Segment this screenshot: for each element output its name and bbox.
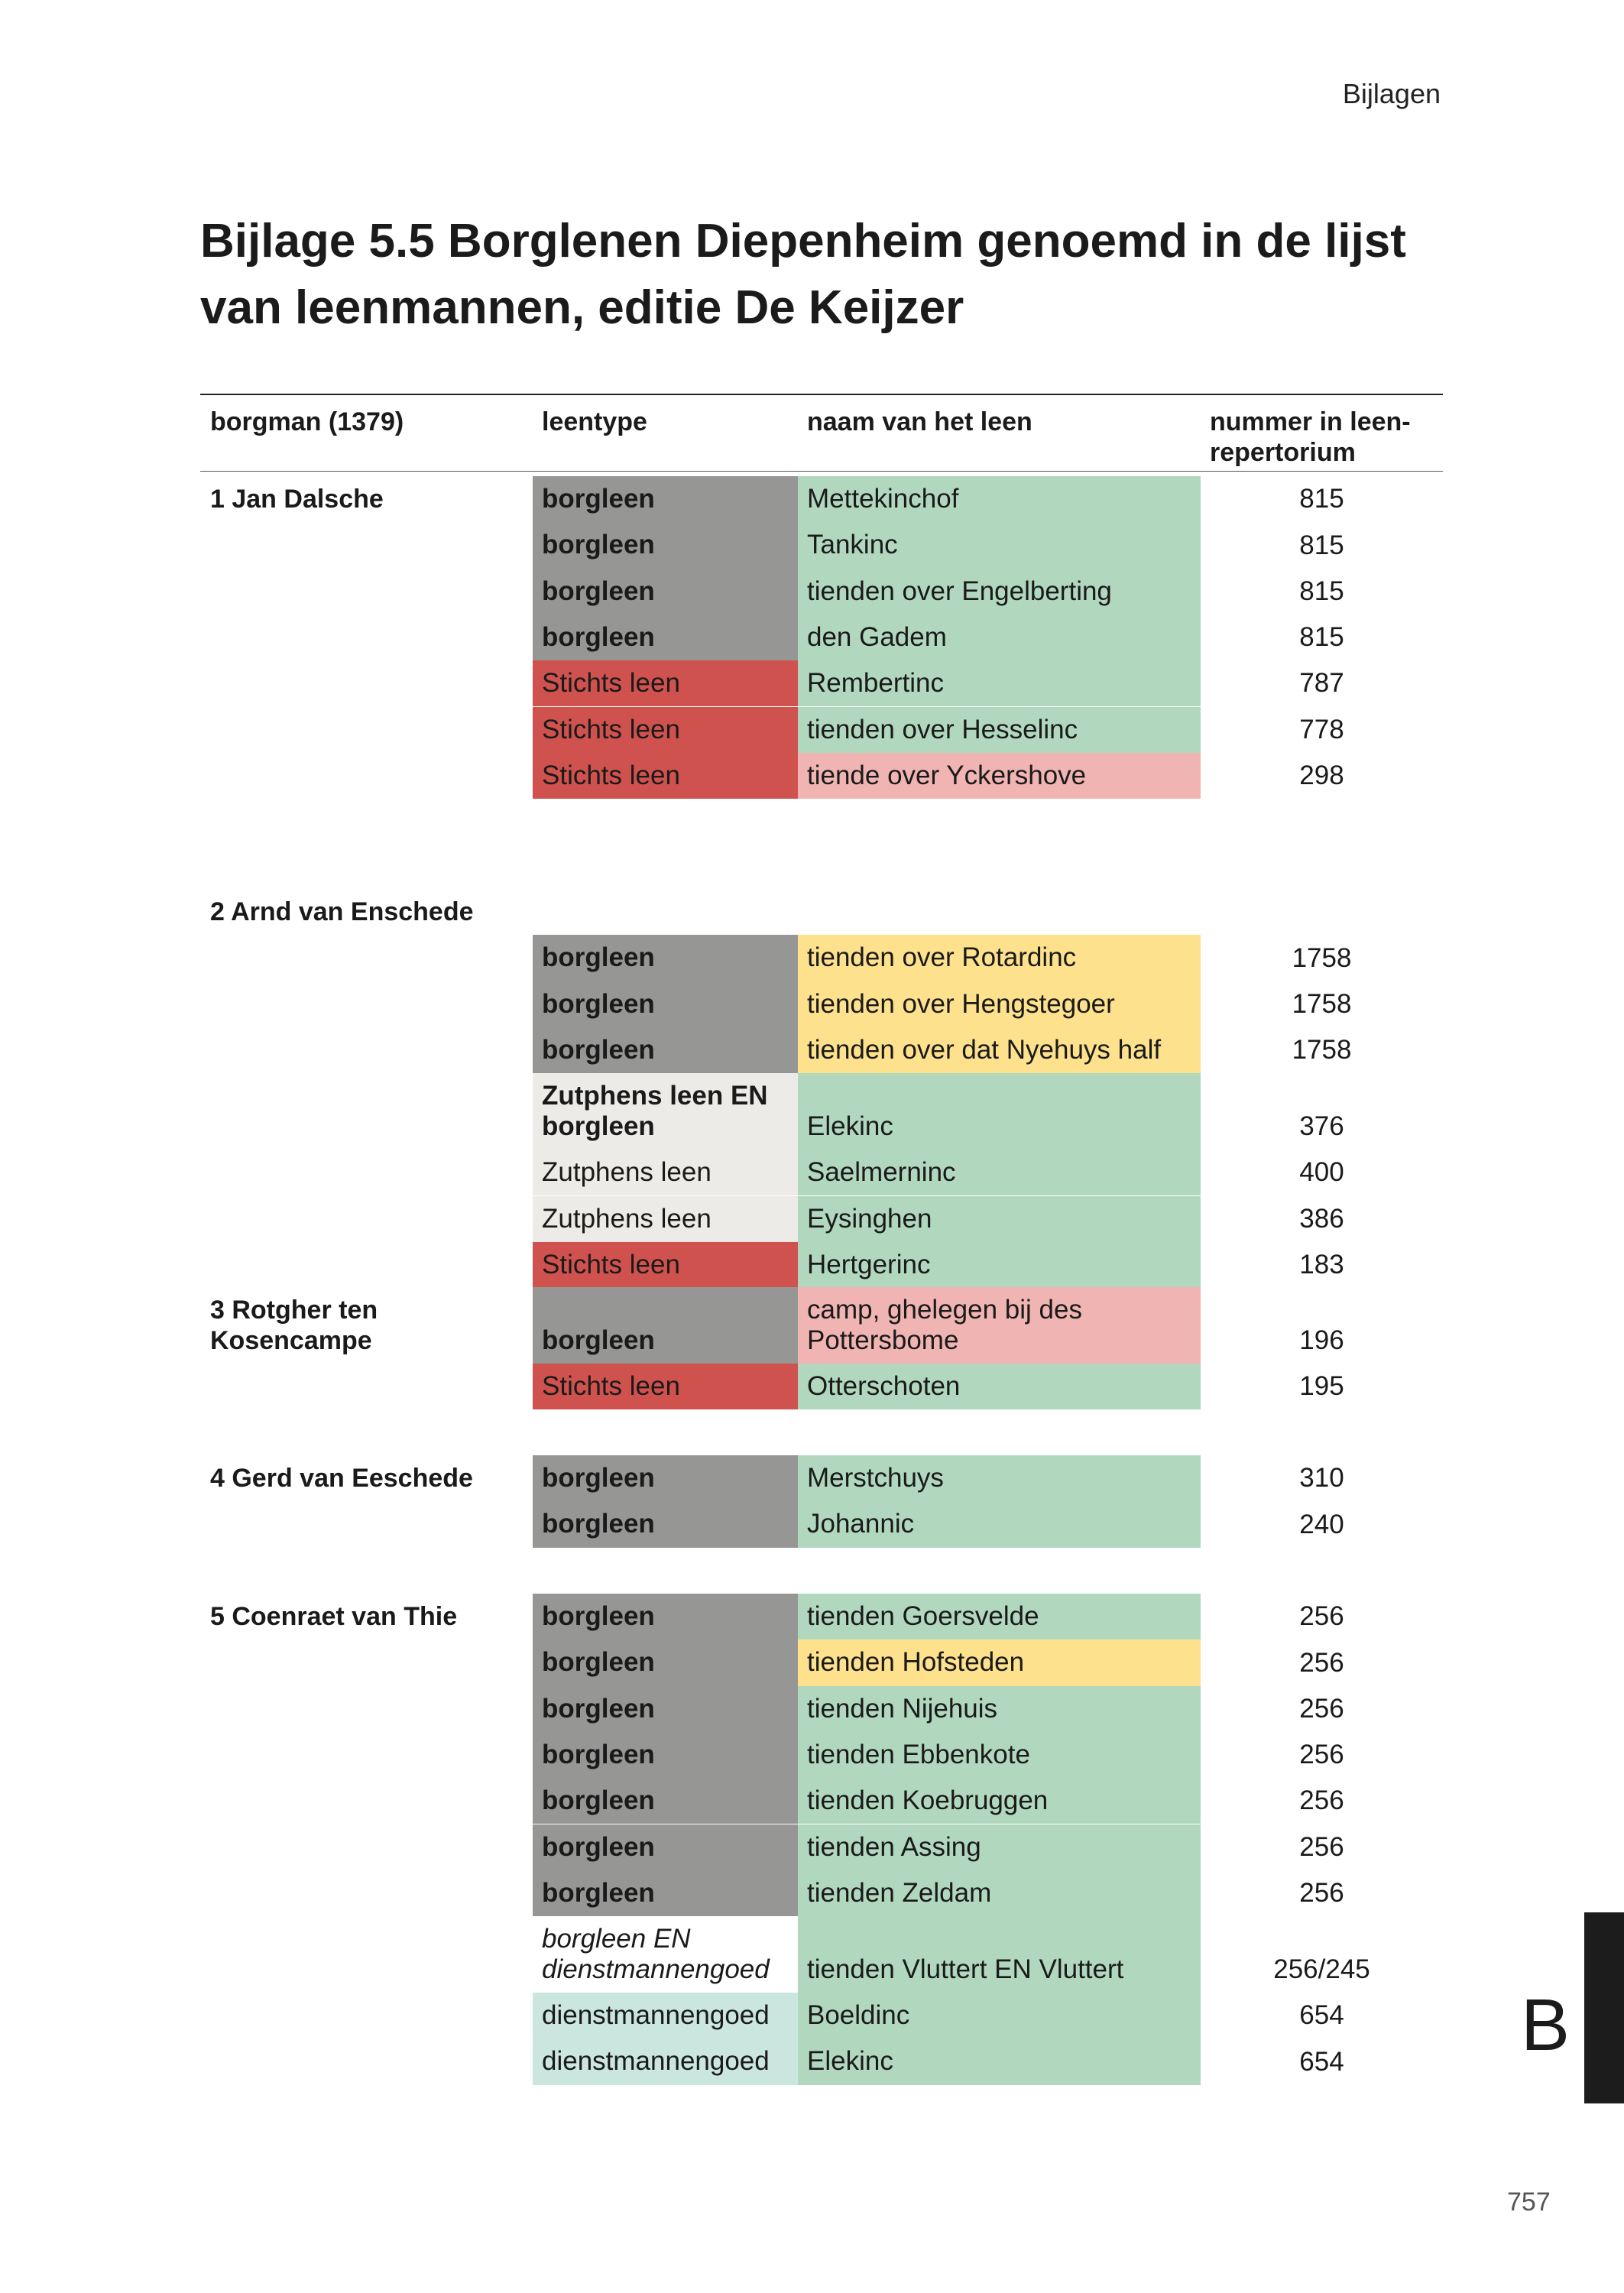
nummer-cell: 654	[1299, 2046, 1344, 2077]
leen-name: den Gadem	[807, 621, 947, 652]
leentype-label: Stichts leen	[542, 714, 680, 744]
nummer-cell: 1758	[1292, 988, 1352, 1019]
leentype-cell	[533, 476, 798, 522]
leentype-label: borgleen	[542, 484, 655, 514]
table-row	[0, 2038, 1624, 2084]
leentype-cell	[533, 707, 798, 753]
leen-name: tienden Assing	[807, 1831, 981, 1862]
nummer-cell: 240	[1299, 1509, 1344, 1539]
leen-name-cell	[798, 1196, 1201, 1242]
leentype-line1: Zutphens leen EN	[542, 1081, 768, 1111]
leentype-label: Stichts leen	[542, 1371, 680, 1401]
leen-name-cell	[798, 522, 1201, 568]
leentype-label: borgleen	[542, 1785, 655, 1816]
nummer-cell: 183	[1299, 1250, 1344, 1280]
leen-name: Eysinghen	[807, 1203, 932, 1234]
leen-name: tienden Nijehuis	[807, 1693, 998, 1724]
leen-name-cell	[798, 1594, 1201, 1639]
leentype-cell	[533, 1364, 798, 1409]
table-header-rule	[200, 471, 1443, 472]
leen-name: tienden Koebruggen	[807, 1785, 1049, 1816]
leen-name-cell	[798, 1287, 1201, 1364]
nummer-cell: 400	[1299, 1157, 1344, 1188]
leentype-cell	[533, 1778, 798, 1824]
leen-name: Johannic	[807, 1509, 915, 1539]
leentype-cell	[533, 1594, 798, 1639]
table-row	[0, 1639, 1624, 1685]
nummer-cell: 778	[1299, 714, 1344, 744]
table-row	[0, 753, 1624, 799]
leentype-line1: borgleen EN	[542, 1924, 691, 1954]
leen-name: tienden Hofsteden	[807, 1647, 1025, 1678]
nummer-cell: 815	[1299, 622, 1344, 653]
leen-name: tienden Ebbenkote	[807, 1739, 1030, 1769]
nummer-cell: 815	[1299, 530, 1344, 560]
leentype-label: borgleen	[542, 988, 655, 1019]
leentype-cell	[533, 1639, 798, 1685]
table-row	[0, 1501, 1624, 1547]
leentype-label: borgleen	[542, 1693, 655, 1724]
table-row	[0, 1150, 1624, 1195]
leen-name: Otterschoten	[807, 1371, 961, 1401]
leen-name-cell	[798, 615, 1201, 660]
borgman-name: 5 Coenraet van Thie	[210, 1602, 458, 1631]
page-number: 757	[1507, 2188, 1551, 2217]
header-naam: naam van het leen	[807, 407, 1032, 436]
leen-name: Pottersbome	[807, 1325, 959, 1355]
table-row	[0, 1455, 1624, 1501]
leentype-label: dienstmannengoed	[542, 1954, 770, 1985]
table-row	[0, 1824, 1624, 1870]
nummer-cell: 376	[1299, 1111, 1344, 1142]
leentype-cell	[533, 981, 798, 1027]
leentype-cell	[533, 1287, 798, 1364]
leentype-label: borgleen	[542, 1739, 655, 1769]
leen-name-cell	[798, 1778, 1201, 1824]
leentype-label: Zutphens leen	[542, 1203, 712, 1234]
leen-name-cell	[798, 1150, 1201, 1195]
nummer-cell: 1758	[1292, 1035, 1352, 1065]
leentype-cell	[533, 1870, 798, 1916]
leen-name-cell	[798, 981, 1201, 1027]
leen-name-cell	[798, 1364, 1201, 1409]
leentype-label: borgleen	[542, 942, 655, 973]
leen-name-cell	[798, 707, 1201, 753]
table-row	[0, 1196, 1624, 1242]
leen-name: tienden Goersvelde	[807, 1601, 1039, 1631]
leentype-cell	[533, 615, 798, 660]
table-row	[0, 569, 1624, 615]
leen-name-cell	[798, 935, 1201, 981]
nummer-cell: 298	[1299, 761, 1344, 791]
leentype-label: borgleen	[542, 1601, 655, 1631]
leentype-cell	[533, 1993, 798, 2038]
leen-name-cell	[798, 1639, 1201, 1685]
leen-name: Boeldinc	[807, 2000, 910, 2031]
table-row	[0, 1778, 1624, 1824]
leentype-label: borgleen	[542, 1111, 655, 1142]
leen-name-cell	[798, 1686, 1201, 1732]
leentype-cell	[533, 660, 798, 706]
borgman-name: 1 Jan Dalsche	[210, 485, 384, 514]
table-row	[0, 1242, 1624, 1288]
leentype-label: borgleen	[542, 530, 655, 560]
table-row	[0, 707, 1624, 753]
borgman-name: 4 Gerd van Eeschede	[210, 1464, 473, 1493]
leen-name: Saelmerninc	[807, 1157, 956, 1188]
page-title: Bijlage 5.5 Borglenen Diepenheim genoemd in de lijst van leenmannen, editie De Keijzer	[200, 215, 1406, 334]
leentype-cell	[533, 1242, 798, 1288]
nummer-cell: 256	[1299, 1785, 1344, 1816]
leen-name-cell	[798, 1027, 1201, 1073]
leen-name: tienden over dat Nyehuys half	[807, 1034, 1162, 1065]
nummer-cell: 815	[1299, 576, 1344, 606]
leen-name-cell	[798, 660, 1201, 706]
leentype-cell	[533, 1501, 798, 1547]
leen-name-cell	[798, 1824, 1201, 1870]
nummer-cell: 815	[1299, 484, 1344, 514]
header-nummer-line1: nummer in leen-	[1210, 407, 1411, 436]
nummer-cell: 256/245	[1273, 1954, 1370, 1985]
leentype-cell	[533, 1027, 798, 1073]
leentype-cell	[533, 1073, 798, 1150]
leentype-cell	[533, 1916, 798, 1993]
leen-name: tienden Zeldam	[807, 1877, 992, 1908]
nummer-cell: 256	[1299, 1740, 1344, 1770]
leentype-label: Zutphens leen	[542, 1157, 712, 1188]
leentype-label: borgleen	[542, 1831, 655, 1862]
nummer-cell: 195	[1299, 1371, 1344, 1402]
table-row	[0, 1993, 1624, 2038]
table-row	[0, 935, 1624, 981]
section-letter: B	[1521, 1984, 1571, 2066]
header-nummer	[1210, 407, 1411, 468]
table-row	[0, 522, 1624, 568]
leen-name: Tankinc	[807, 530, 898, 560]
leentype-label: borgleen	[542, 1647, 655, 1678]
leen-name: Hertgerinc	[807, 1249, 931, 1279]
leentype-label: Stichts leen	[542, 668, 680, 699]
leentype-cell	[533, 753, 798, 799]
table-row	[0, 615, 1624, 660]
side-tab	[1584, 1912, 1624, 2103]
leentype-cell	[533, 1686, 798, 1732]
leen-name-cell	[798, 1242, 1201, 1288]
table-row	[0, 1594, 1624, 1639]
leen-name: tienden over Hesselinc	[807, 714, 1078, 744]
table-row	[0, 1287, 1624, 1364]
leen-name: tienden over Hengstegoer	[807, 988, 1115, 1019]
running-head: Bijlagen	[1342, 78, 1441, 109]
nummer-cell: 654	[1299, 2000, 1344, 2031]
table-top-rule	[200, 394, 1443, 395]
leentype-cell	[533, 522, 798, 568]
nummer-cell: 256	[1299, 1831, 1344, 1862]
header-borgman: borgman (1379)	[210, 407, 404, 436]
leentype-label: dienstmannengoed	[542, 2046, 770, 2077]
leen-name: Elekinc	[807, 2046, 893, 2077]
leentype-label: borgleen	[542, 576, 655, 606]
table-row	[0, 981, 1624, 1027]
leen-name-cell	[798, 1870, 1201, 1916]
leen-name-cell	[798, 2038, 1201, 2084]
table-row	[0, 1916, 1624, 1993]
leen-name-cell	[798, 569, 1201, 615]
leentype-label: borgleen	[542, 1509, 655, 1539]
leentype-cell	[533, 1732, 798, 1778]
nummer-cell: 196	[1299, 1325, 1344, 1355]
leentype-cell	[533, 2038, 798, 2084]
nummer-cell: 256	[1299, 1693, 1344, 1724]
leen-name-cell	[798, 1916, 1201, 1993]
nummer-cell: 256	[1299, 1601, 1344, 1632]
nummer-cell: 386	[1299, 1203, 1344, 1234]
table-row	[0, 1073, 1624, 1150]
nummer-cell: 1758	[1292, 942, 1352, 973]
leen-name: Merstchuys	[807, 1463, 944, 1493]
leentype-cell	[533, 1150, 798, 1195]
table-row	[0, 1027, 1624, 1073]
leen-name-cell	[798, 1501, 1201, 1547]
leen-name: Mettekinchof	[807, 484, 959, 514]
leentype-label: borgleen	[542, 621, 655, 652]
table-row	[0, 1364, 1624, 1409]
leen-name-cell	[798, 1455, 1201, 1501]
leen-name-cell	[798, 1993, 1201, 2038]
leentype-label: dienstmannengoed	[542, 2000, 770, 2031]
nummer-cell: 310	[1299, 1463, 1344, 1494]
leen-name: tienden over Rotardinc	[807, 942, 1077, 973]
leentype-cell	[533, 1824, 798, 1870]
nummer-cell: 787	[1299, 668, 1344, 699]
leen-name: tienden Vluttert EN Vluttert	[807, 1954, 1124, 1985]
nummer-cell: 256	[1299, 1647, 1344, 1678]
leen-name: tienden over Engelberting	[807, 576, 1112, 606]
borgman-name: 3 Rotgher ten Kosencampe	[210, 1296, 378, 1355]
leentype-label: borgleen	[542, 1463, 655, 1493]
leentype-cell	[533, 1196, 798, 1242]
table-row	[0, 1686, 1624, 1732]
leen-name-cell	[798, 1732, 1201, 1778]
leentype-label: borgleen	[542, 1877, 655, 1908]
leen-name: Rembertinc	[807, 668, 944, 699]
leentype-cell	[533, 935, 798, 981]
table-row	[0, 660, 1624, 706]
leen-name-cell	[798, 753, 1201, 799]
leentype-cell	[533, 1455, 798, 1501]
leen-name-cell	[798, 476, 1201, 522]
header-nummer-line2: repertorium	[1210, 438, 1356, 467]
leen-name: tiende over Yckershove	[807, 760, 1087, 790]
table-row	[0, 1732, 1624, 1778]
leen-name: Elekinc	[807, 1111, 893, 1142]
leen-name-cell	[798, 1073, 1201, 1150]
header-leentype: leentype	[542, 407, 647, 436]
nummer-cell: 256	[1299, 1878, 1344, 1909]
leentype-label: Stichts leen	[542, 760, 680, 790]
leentype-label: borgleen	[542, 1034, 655, 1065]
table-row	[0, 476, 1624, 522]
leentype-cell	[533, 569, 798, 615]
table-row	[0, 1870, 1624, 1916]
leentype-label: borgleen	[542, 1325, 655, 1355]
leentype-label: Stichts leen	[542, 1249, 680, 1279]
borgman-name: 2 Arnd van Enschede	[210, 897, 474, 926]
leen-name-line1: camp, ghelegen bij des	[807, 1295, 1082, 1325]
